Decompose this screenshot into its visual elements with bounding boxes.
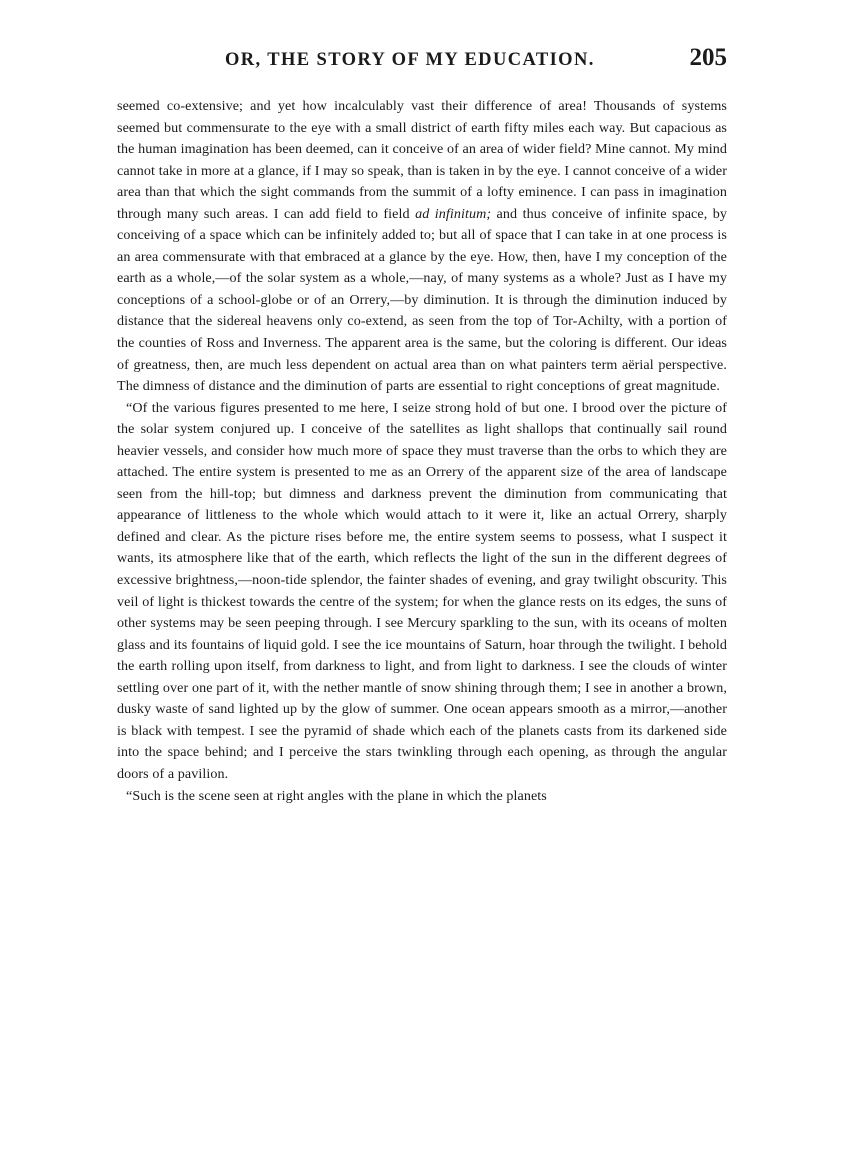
- paragraph-continued: [117, 96, 727, 398]
- book-page: [117, 42, 727, 807]
- running-title: OR, THE STORY OF MY EDUCATION.: [225, 50, 595, 70]
- latin-phrase: ad infinitum;: [415, 205, 492, 222]
- paragraph-final: “Such is the scene seen at right angles with the plane in which the planets: [126, 787, 547, 804]
- running-head: [117, 42, 727, 82]
- body-text: [117, 96, 727, 807]
- paragraph-text: seemed co-extensive; and yet how incalculably vast their difference of area! Thousands of systems seemed but commensurate to the eye with a small district of earth fifty miles each way. But capacious as the human imagination has been deemed, can it conceive of an area of wider field? Mine cannot. My mind cannot take in more at a glance, if I may so speak, than is taken in by the eye. I cannot conceive of a wider area than that which the sight commands from the summit of a lofty eminence. I can pass in imagination through many such areas. I can add field to field: [117, 98, 727, 222]
- paragraph-text: and thus conceive of infinite space, by conceiving of a space which can be infinitely added to; but all of space that I can take in at one process is an area commensurate with that embraced at a glance by the eye. How, then, have I my conception of the earth as a whole,—of the solar system as a whole,—nay, of many systems as a whole? Just as I have my conceptions of a school-globe or of an Orrery,—by diminution. It is through the diminution induced by distance that the sidereal heavens only co-extend, as seen from the top of Tor-Achilty, with a portion of the counties of Ross and Inverness. The apparent area is the same, but the coloring is different. Our ideas of greatness, then, are much less dependent on actual area than on what painters term aërial perspective. The dimness of distance and the diminution of parts are essential to right conceptions of great magnitude.: [117, 205, 727, 395]
- page-number: 205: [689, 44, 727, 71]
- paragraph: “Of the various figures presented to me here, I seize strong hold of but one. I brood over the picture of the solar system conjured up. I conceive of the satellites as light shallops that continually sail round heavier vessels, and consider how much more of space they must traverse than the orbs to which they are attached. The entire system is presented to me as an Orrery of the apparent size of the area of landscape seen from the hill-top; but dimness and darkness prevent the diminution from communicating that appearance of littleness to the whole which would attach to it were it, like an actual Orrery, sharply defined and clear. As the picture rises before me, the entire system seems to possess, what I suspect it wants, its atmosphere like that of the earth, which reflects the light of the sun in the different degrees of excessive brightness,—noon-tide splendor, the fainter shades of evening, and gray twilight obscurity. This veil of light is thickest towards the centre of the system; for when the glance rests on its edges, the suns of other systems may be seen peeping through. I see Mercury sparkling to the sun, with its oceans of molten glass and its fountains of liquid gold. I see the ice mountains of Saturn, hoar through the twilight. I behold the earth rolling upon itself, from darkness to light, and from light to darkness. I see the clouds of winter settling over one part of it, with the nether mantle of snow shining through them; I see in another a brown, dusky waste of sand lighted up by the glow of summer. One ocean appears smooth as a mirror,—another is black with tempest. I see the pyramid of shade which each of the planets casts from its darkened side into the space behind; and I perceive the stars twinkling through each opening, as through the angular doors of a pavilion.: [117, 399, 727, 782]
